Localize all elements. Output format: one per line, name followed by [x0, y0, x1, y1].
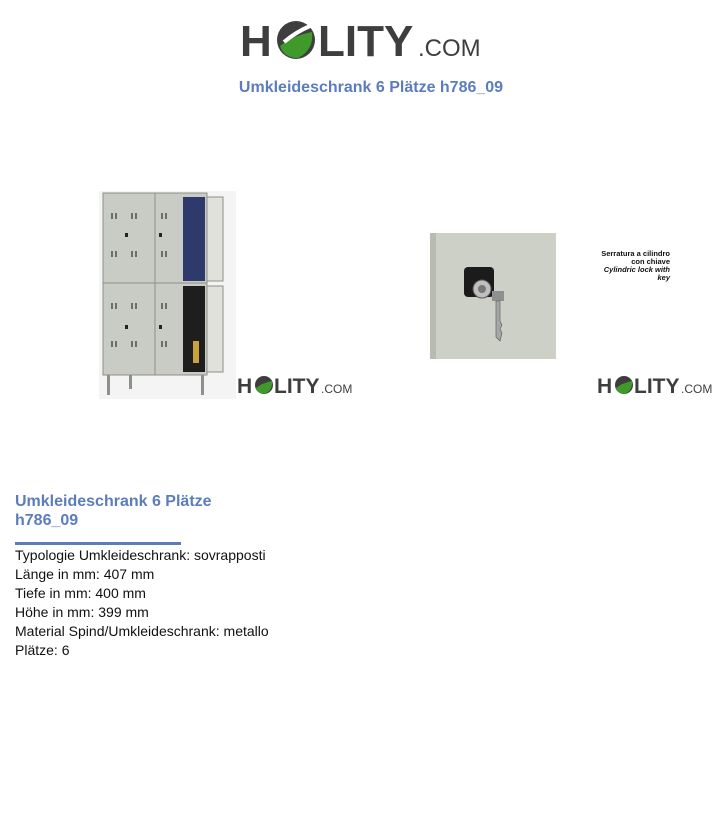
logo-text-lity: LITY [318, 17, 414, 64]
product-heading [15, 492, 255, 530]
product-heading-line1: Umkleideschrank 6 Plätze [15, 493, 212, 510]
locker-product-image[interactable] [99, 191, 236, 399]
page-title: Umkleideschrank 6 Plätze h786_09 [238, 79, 504, 96]
spec-material: Material Spind/Umkleideschrank: metallo [15, 623, 269, 639]
svg-text:H: H [237, 375, 253, 398]
svg-text:.COM: .COM [681, 382, 712, 396]
lock-caption-en-line1: Cylindric lock with [603, 265, 670, 274]
svg-text:LITY: LITY [634, 375, 680, 398]
logo-o-icon [277, 21, 315, 59]
spec-depth: Tiefe in mm: 400 mm [15, 585, 146, 601]
svg-text:H: H [597, 375, 613, 398]
logo-text-h: H [240, 17, 272, 64]
lock-caption-it-line2: con chiave [631, 257, 670, 266]
holity-logo[interactable] [240, 12, 485, 64]
holity-watermark-logo-2 [597, 372, 712, 398]
logo-text-com: .COM [418, 35, 481, 62]
spec-places: Plätze: 6 [15, 642, 70, 658]
spec-height: Höhe in mm: 399 mm [15, 604, 149, 620]
svg-text:.COM: .COM [321, 382, 352, 396]
section-divider [15, 542, 181, 545]
holity-watermark-logo [237, 372, 352, 398]
spec-typology: Typologie Umkleideschrank: sovrapposti [15, 547, 266, 563]
product-specs-list [15, 546, 269, 660]
svg-text:LITY: LITY [274, 375, 320, 398]
spec-length: Länge in mm: 407 mm [15, 566, 155, 582]
lock-caption-en-line2: key [657, 273, 670, 282]
cylinder-lock-image[interactable] [430, 233, 556, 359]
product-heading-line2: h786_09 [15, 512, 79, 529]
lock-caption [570, 250, 670, 282]
lock-caption-it-line1: Serratura a cilindro [601, 249, 670, 258]
